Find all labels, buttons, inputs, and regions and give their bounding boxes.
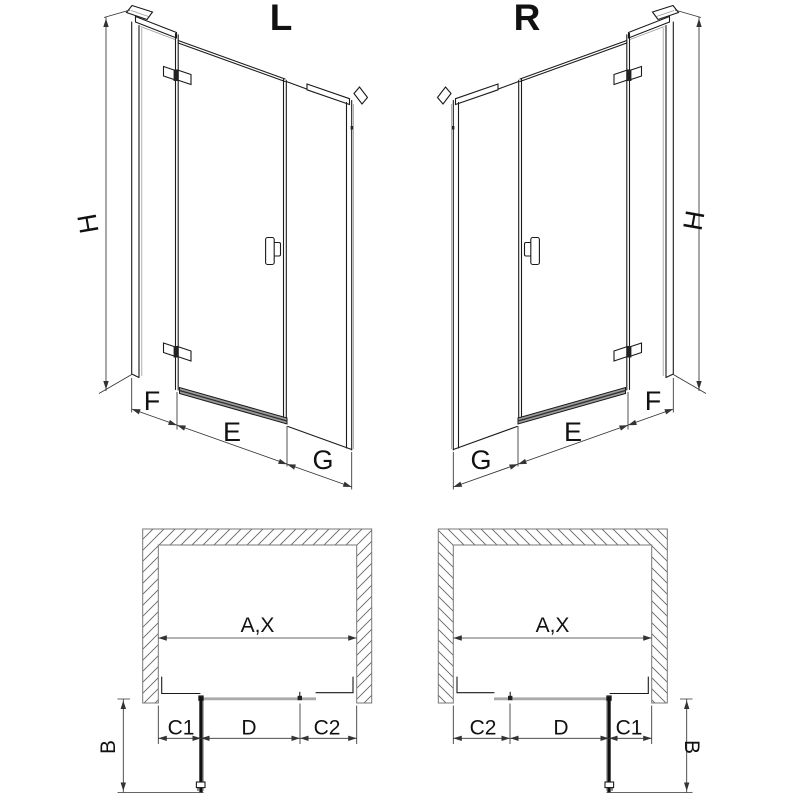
r-plan-view — [438, 529, 703, 793]
r-plan-width-label: A,X — [535, 614, 570, 637]
r-plan-b-label: B — [680, 739, 703, 755]
l-plan-view — [97, 529, 372, 793]
r-3d-view — [438, 0, 711, 490]
r-f-label: F — [644, 386, 662, 416]
l-e-label: E — [222, 417, 242, 447]
r-plan-d-label: D — [553, 716, 569, 740]
l-plan-d-label: D — [241, 716, 257, 740]
l-plan-b-label: B — [97, 739, 120, 755]
l-plan-width-label: A,X — [240, 614, 275, 637]
r-g-label: G — [470, 445, 492, 475]
l-g-label: G — [312, 445, 334, 475]
l-plan-c1-label: C1 — [167, 716, 195, 740]
l-plan-art — [118, 529, 372, 793]
l-plan-c2-label: C2 — [313, 716, 341, 740]
l-view-title: L — [269, 0, 293, 38]
r-e-label: E — [563, 417, 583, 447]
l-f-label: F — [143, 386, 161, 416]
l-3d-view — [72, 0, 368, 490]
r-plan-art — [438, 529, 692, 793]
l-height-label: H — [71, 211, 105, 236]
r-plan-c2-label: C2 — [469, 716, 497, 740]
r-height-label: H — [677, 208, 711, 233]
r-plan-c1-label: C1 — [615, 716, 643, 740]
r-view-title: R — [513, 0, 541, 38]
